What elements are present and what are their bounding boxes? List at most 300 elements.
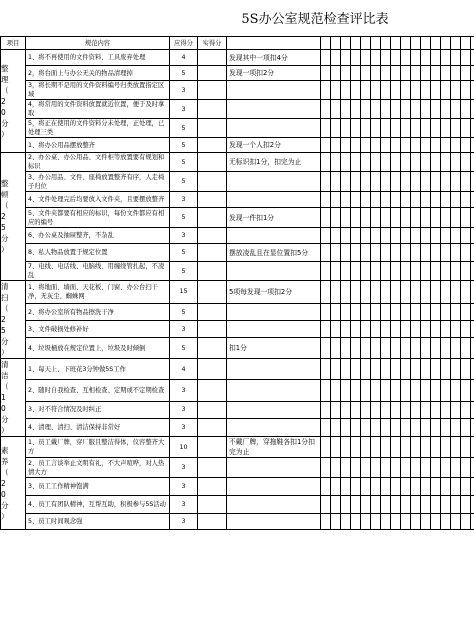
blank-check-cell[interactable] <box>341 321 351 338</box>
blank-check-cell[interactable] <box>391 81 401 100</box>
blank-check-cell[interactable] <box>411 138 421 153</box>
blank-check-cell[interactable] <box>331 192 341 208</box>
blank-check-cell[interactable] <box>391 437 401 458</box>
blank-check-cell[interactable] <box>381 208 391 228</box>
blank-check-cell[interactable] <box>401 303 411 320</box>
blank-check-cell[interactable] <box>401 458 411 478</box>
blank-check-cell[interactable] <box>341 380 351 401</box>
blank-check-cell[interactable] <box>451 192 461 208</box>
blank-check-cell[interactable] <box>431 172 441 192</box>
blank-check-cell[interactable] <box>361 514 371 530</box>
blank-check-cell[interactable] <box>421 437 431 458</box>
blank-check-cell[interactable] <box>341 458 351 478</box>
blank-check-cell[interactable] <box>431 281 441 304</box>
blank-check-cell[interactable] <box>361 192 371 208</box>
blank-check-cell[interactable] <box>421 228 431 244</box>
blank-check-cell[interactable] <box>381 303 391 320</box>
blank-check-cell[interactable] <box>391 138 401 153</box>
blank-check-cell[interactable] <box>431 138 441 153</box>
blank-check-cell[interactable] <box>371 244 381 262</box>
blank-check-cell[interactable] <box>371 281 381 304</box>
blank-check-cell[interactable] <box>341 100 351 119</box>
blank-check-cell[interactable] <box>371 380 381 401</box>
blank-check-cell[interactable] <box>331 419 341 437</box>
blank-check-cell[interactable] <box>331 281 341 304</box>
blank-check-cell[interactable] <box>351 514 361 530</box>
blank-check-cell[interactable] <box>411 281 421 304</box>
blank-check-cell[interactable] <box>381 192 391 208</box>
actual-score-cell[interactable] <box>198 81 227 100</box>
blank-check-cell[interactable] <box>381 458 391 478</box>
blank-check-cell[interactable] <box>321 262 331 281</box>
blank-check-cell[interactable] <box>441 437 451 458</box>
blank-check-cell[interactable] <box>471 419 474 437</box>
blank-check-cell[interactable] <box>471 50 474 66</box>
blank-check-cell[interactable] <box>321 401 331 419</box>
blank-check-cell[interactable] <box>381 262 391 281</box>
blank-check-cell[interactable] <box>411 172 421 192</box>
blank-check-cell[interactable] <box>451 66 461 81</box>
blank-check-cell[interactable] <box>361 281 371 304</box>
actual-score-cell[interactable] <box>198 380 227 401</box>
blank-check-cell[interactable] <box>371 401 381 419</box>
blank-check-cell[interactable] <box>451 153 461 172</box>
blank-check-cell[interactable] <box>341 359 351 380</box>
blank-check-cell[interactable] <box>451 380 461 401</box>
actual-score-cell[interactable] <box>198 50 227 66</box>
blank-check-cell[interactable] <box>431 66 441 81</box>
blank-check-cell[interactable] <box>361 478 371 496</box>
blank-check-cell[interactable] <box>421 321 431 338</box>
blank-check-cell[interactable] <box>321 419 331 437</box>
blank-check-cell[interactable] <box>461 338 471 359</box>
actual-score-cell[interactable] <box>198 228 227 244</box>
blank-check-cell[interactable] <box>321 100 331 119</box>
blank-check-cell[interactable] <box>451 338 461 359</box>
actual-score-cell[interactable] <box>198 138 227 153</box>
blank-check-cell[interactable] <box>431 228 441 244</box>
blank-check-cell[interactable] <box>431 478 441 496</box>
blank-check-cell[interactable] <box>391 172 401 192</box>
blank-check-cell[interactable] <box>391 208 401 228</box>
blank-check-cell[interactable] <box>341 192 351 208</box>
blank-check-cell[interactable] <box>381 100 391 119</box>
blank-check-cell[interactable] <box>421 119 431 138</box>
blank-check-cell[interactable] <box>391 321 401 338</box>
blank-check-cell[interactable] <box>411 119 421 138</box>
blank-check-cell[interactable] <box>341 303 351 320</box>
blank-check-cell[interactable] <box>401 172 411 192</box>
blank-check-cell[interactable] <box>461 380 471 401</box>
blank-check-cell[interactable] <box>461 66 471 81</box>
actual-score-cell[interactable] <box>198 303 227 320</box>
blank-check-cell[interactable] <box>401 208 411 228</box>
blank-check-cell[interactable] <box>351 50 361 66</box>
blank-check-cell[interactable] <box>421 338 431 359</box>
blank-check-cell[interactable] <box>421 244 431 262</box>
blank-check-cell[interactable] <box>401 437 411 458</box>
blank-check-cell[interactable] <box>471 262 474 281</box>
blank-check-cell[interactable] <box>421 208 431 228</box>
blank-check-cell[interactable] <box>391 228 401 244</box>
blank-check-cell[interactable] <box>451 303 461 320</box>
blank-check-cell[interactable] <box>431 380 441 401</box>
blank-check-cell[interactable] <box>381 50 391 66</box>
blank-check-cell[interactable] <box>331 138 341 153</box>
blank-check-cell[interactable] <box>461 437 471 458</box>
blank-check-cell[interactable] <box>441 228 451 244</box>
actual-score-cell[interactable] <box>198 338 227 359</box>
blank-check-cell[interactable] <box>381 419 391 437</box>
blank-check-cell[interactable] <box>361 100 371 119</box>
blank-check-cell[interactable] <box>441 66 451 81</box>
blank-check-cell[interactable] <box>381 321 391 338</box>
blank-check-cell[interactable] <box>331 228 341 244</box>
blank-check-cell[interactable] <box>331 478 341 496</box>
blank-check-cell[interactable] <box>381 514 391 530</box>
blank-check-cell[interactable] <box>381 338 391 359</box>
blank-check-cell[interactable] <box>451 359 461 380</box>
blank-check-cell[interactable] <box>471 100 474 119</box>
blank-check-cell[interactable] <box>411 401 421 419</box>
blank-check-cell[interactable] <box>401 153 411 172</box>
blank-check-cell[interactable] <box>371 119 381 138</box>
blank-check-cell[interactable] <box>331 380 341 401</box>
blank-check-cell[interactable] <box>441 496 451 514</box>
actual-score-cell[interactable] <box>198 262 227 281</box>
blank-check-cell[interactable] <box>441 281 451 304</box>
blank-check-cell[interactable] <box>431 514 441 530</box>
blank-check-cell[interactable] <box>441 50 451 66</box>
actual-score-cell[interactable] <box>198 281 227 304</box>
blank-check-cell[interactable] <box>321 496 331 514</box>
blank-check-cell[interactable] <box>441 172 451 192</box>
blank-check-cell[interactable] <box>351 153 361 172</box>
blank-check-cell[interactable] <box>321 138 331 153</box>
blank-check-cell[interactable] <box>431 496 441 514</box>
blank-check-cell[interactable] <box>381 478 391 496</box>
blank-check-cell[interactable] <box>471 66 474 81</box>
blank-check-cell[interactable] <box>401 359 411 380</box>
blank-check-cell[interactable] <box>411 380 421 401</box>
blank-check-cell[interactable] <box>321 192 331 208</box>
blank-check-cell[interactable] <box>391 359 401 380</box>
blank-check-cell[interactable] <box>371 138 381 153</box>
blank-check-cell[interactable] <box>441 303 451 320</box>
blank-check-cell[interactable] <box>451 458 461 478</box>
blank-check-cell[interactable] <box>431 401 441 419</box>
actual-score-cell[interactable] <box>198 419 227 437</box>
blank-check-cell[interactable] <box>321 119 331 138</box>
blank-check-cell[interactable] <box>401 192 411 208</box>
blank-check-cell[interactable] <box>421 153 431 172</box>
blank-check-cell[interactable] <box>351 66 361 81</box>
blank-check-cell[interactable] <box>461 192 471 208</box>
blank-check-cell[interactable] <box>321 338 331 359</box>
blank-check-cell[interactable] <box>401 321 411 338</box>
blank-check-cell[interactable] <box>341 119 351 138</box>
blank-check-cell[interactable] <box>451 100 461 119</box>
blank-check-cell[interactable] <box>441 138 451 153</box>
blank-check-cell[interactable] <box>321 380 331 401</box>
blank-check-cell[interactable] <box>331 66 341 81</box>
blank-check-cell[interactable] <box>351 208 361 228</box>
blank-check-cell[interactable] <box>381 359 391 380</box>
blank-check-cell[interactable] <box>391 303 401 320</box>
blank-check-cell[interactable] <box>351 172 361 192</box>
blank-check-cell[interactable] <box>341 153 351 172</box>
blank-check-cell[interactable] <box>391 496 401 514</box>
blank-check-cell[interactable] <box>341 478 351 496</box>
blank-check-cell[interactable] <box>361 496 371 514</box>
blank-check-cell[interactable] <box>381 153 391 172</box>
blank-check-cell[interactable] <box>421 458 431 478</box>
blank-check-cell[interactable] <box>411 262 421 281</box>
blank-check-cell[interactable] <box>331 437 341 458</box>
blank-check-cell[interactable] <box>341 496 351 514</box>
blank-check-cell[interactable] <box>321 458 331 478</box>
blank-check-cell[interactable] <box>321 437 331 458</box>
blank-check-cell[interactable] <box>421 66 431 81</box>
blank-check-cell[interactable] <box>461 228 471 244</box>
blank-check-cell[interactable] <box>341 514 351 530</box>
blank-check-cell[interactable] <box>471 138 474 153</box>
blank-check-cell[interactable] <box>351 262 361 281</box>
blank-check-cell[interactable] <box>401 228 411 244</box>
blank-check-cell[interactable] <box>341 228 351 244</box>
blank-check-cell[interactable] <box>431 119 441 138</box>
blank-check-cell[interactable] <box>331 208 341 228</box>
blank-check-cell[interactable] <box>371 100 381 119</box>
blank-check-cell[interactable] <box>371 228 381 244</box>
blank-check-cell[interactable] <box>321 228 331 244</box>
blank-check-cell[interactable] <box>451 138 461 153</box>
blank-check-cell[interactable] <box>401 380 411 401</box>
blank-check-cell[interactable] <box>461 303 471 320</box>
blank-check-cell[interactable] <box>451 119 461 138</box>
blank-check-cell[interactable] <box>361 359 371 380</box>
blank-check-cell[interactable] <box>471 514 474 530</box>
blank-check-cell[interactable] <box>451 228 461 244</box>
blank-check-cell[interactable] <box>421 262 431 281</box>
blank-check-cell[interactable] <box>461 153 471 172</box>
blank-check-cell[interactable] <box>401 66 411 81</box>
actual-score-cell[interactable] <box>198 496 227 514</box>
blank-check-cell[interactable] <box>341 66 351 81</box>
blank-check-cell[interactable] <box>461 244 471 262</box>
actual-score-cell[interactable] <box>198 66 227 81</box>
blank-check-cell[interactable] <box>391 100 401 119</box>
blank-check-cell[interactable] <box>391 50 401 66</box>
blank-check-cell[interactable] <box>391 262 401 281</box>
blank-check-cell[interactable] <box>371 192 381 208</box>
blank-check-cell[interactable] <box>381 496 391 514</box>
blank-check-cell[interactable] <box>401 138 411 153</box>
blank-check-cell[interactable] <box>431 50 441 66</box>
blank-check-cell[interactable] <box>471 380 474 401</box>
actual-score-cell[interactable] <box>198 192 227 208</box>
blank-check-cell[interactable] <box>361 138 371 153</box>
blank-check-cell[interactable] <box>411 478 421 496</box>
blank-check-cell[interactable] <box>401 81 411 100</box>
blank-check-cell[interactable] <box>441 359 451 380</box>
blank-check-cell[interactable] <box>411 192 421 208</box>
actual-score-cell[interactable] <box>198 208 227 228</box>
blank-check-cell[interactable] <box>461 478 471 496</box>
blank-check-cell[interactable] <box>451 172 461 192</box>
blank-check-cell[interactable] <box>321 50 331 66</box>
blank-check-cell[interactable] <box>461 81 471 100</box>
blank-check-cell[interactable] <box>331 458 341 478</box>
blank-check-cell[interactable] <box>381 437 391 458</box>
blank-check-cell[interactable] <box>441 244 451 262</box>
blank-check-cell[interactable] <box>471 496 474 514</box>
blank-check-cell[interactable] <box>371 359 381 380</box>
blank-check-cell[interactable] <box>331 338 341 359</box>
blank-check-cell[interactable] <box>341 81 351 100</box>
blank-check-cell[interactable] <box>381 119 391 138</box>
blank-check-cell[interactable] <box>351 192 361 208</box>
blank-check-cell[interactable] <box>461 262 471 281</box>
blank-check-cell[interactable] <box>351 100 361 119</box>
blank-check-cell[interactable] <box>431 81 441 100</box>
blank-check-cell[interactable] <box>341 172 351 192</box>
blank-check-cell[interactable] <box>361 303 371 320</box>
blank-check-cell[interactable] <box>411 303 421 320</box>
blank-check-cell[interactable] <box>431 303 441 320</box>
blank-check-cell[interactable] <box>341 244 351 262</box>
blank-check-cell[interactable] <box>351 228 361 244</box>
blank-check-cell[interactable] <box>431 208 441 228</box>
blank-check-cell[interactable] <box>341 208 351 228</box>
blank-check-cell[interactable] <box>371 153 381 172</box>
blank-check-cell[interactable] <box>411 437 421 458</box>
blank-check-cell[interactable] <box>391 192 401 208</box>
blank-check-cell[interactable] <box>351 81 361 100</box>
blank-check-cell[interactable] <box>391 338 401 359</box>
blank-check-cell[interactable] <box>371 81 381 100</box>
blank-check-cell[interactable] <box>441 478 451 496</box>
blank-check-cell[interactable] <box>431 419 441 437</box>
blank-check-cell[interactable] <box>371 478 381 496</box>
blank-check-cell[interactable] <box>361 66 371 81</box>
blank-check-cell[interactable] <box>351 458 361 478</box>
blank-check-cell[interactable] <box>471 478 474 496</box>
blank-check-cell[interactable] <box>461 100 471 119</box>
blank-check-cell[interactable] <box>321 359 331 380</box>
blank-check-cell[interactable] <box>371 321 381 338</box>
blank-check-cell[interactable] <box>461 50 471 66</box>
blank-check-cell[interactable] <box>471 303 474 320</box>
blank-check-cell[interactable] <box>471 119 474 138</box>
blank-check-cell[interactable] <box>381 380 391 401</box>
blank-check-cell[interactable] <box>361 119 371 138</box>
blank-check-cell[interactable] <box>461 359 471 380</box>
blank-check-cell[interactable] <box>441 119 451 138</box>
blank-check-cell[interactable] <box>321 208 331 228</box>
blank-check-cell[interactable] <box>441 192 451 208</box>
blank-check-cell[interactable] <box>411 153 421 172</box>
actual-score-cell[interactable] <box>198 514 227 530</box>
blank-check-cell[interactable] <box>421 401 431 419</box>
actual-score-cell[interactable] <box>198 119 227 138</box>
blank-check-cell[interactable] <box>421 100 431 119</box>
blank-check-cell[interactable] <box>371 66 381 81</box>
blank-check-cell[interactable] <box>381 244 391 262</box>
blank-check-cell[interactable] <box>391 458 401 478</box>
blank-check-cell[interactable] <box>341 419 351 437</box>
blank-check-cell[interactable] <box>461 496 471 514</box>
blank-check-cell[interactable] <box>331 321 341 338</box>
blank-check-cell[interactable] <box>371 514 381 530</box>
blank-check-cell[interactable] <box>361 380 371 401</box>
blank-check-cell[interactable] <box>351 380 361 401</box>
blank-check-cell[interactable] <box>471 81 474 100</box>
blank-check-cell[interactable] <box>411 338 421 359</box>
blank-check-cell[interactable] <box>471 153 474 172</box>
blank-check-cell[interactable] <box>391 66 401 81</box>
blank-check-cell[interactable] <box>391 419 401 437</box>
blank-check-cell[interactable] <box>341 437 351 458</box>
blank-check-cell[interactable] <box>331 172 341 192</box>
blank-check-cell[interactable] <box>441 401 451 419</box>
blank-check-cell[interactable] <box>391 401 401 419</box>
blank-check-cell[interactable] <box>431 153 441 172</box>
blank-check-cell[interactable] <box>441 458 451 478</box>
blank-check-cell[interactable] <box>361 338 371 359</box>
blank-check-cell[interactable] <box>371 437 381 458</box>
blank-check-cell[interactable] <box>471 458 474 478</box>
blank-check-cell[interactable] <box>401 338 411 359</box>
blank-check-cell[interactable] <box>331 262 341 281</box>
blank-check-cell[interactable] <box>411 228 421 244</box>
blank-check-cell[interactable] <box>321 172 331 192</box>
blank-check-cell[interactable] <box>351 303 361 320</box>
blank-check-cell[interactable] <box>451 208 461 228</box>
blank-check-cell[interactable] <box>461 138 471 153</box>
blank-check-cell[interactable] <box>321 514 331 530</box>
blank-check-cell[interactable] <box>321 281 331 304</box>
blank-check-cell[interactable] <box>371 262 381 281</box>
actual-score-cell[interactable] <box>198 401 227 419</box>
blank-check-cell[interactable] <box>421 514 431 530</box>
blank-check-cell[interactable] <box>341 281 351 304</box>
blank-check-cell[interactable] <box>451 281 461 304</box>
blank-check-cell[interactable] <box>381 138 391 153</box>
blank-check-cell[interactable] <box>361 153 371 172</box>
blank-check-cell[interactable] <box>421 496 431 514</box>
blank-check-cell[interactable] <box>411 359 421 380</box>
blank-check-cell[interactable] <box>391 153 401 172</box>
blank-check-cell[interactable] <box>331 303 341 320</box>
blank-check-cell[interactable] <box>431 359 441 380</box>
blank-check-cell[interactable] <box>471 338 474 359</box>
blank-check-cell[interactable] <box>421 50 431 66</box>
blank-check-cell[interactable] <box>361 419 371 437</box>
actual-score-cell[interactable] <box>198 172 227 192</box>
blank-check-cell[interactable] <box>471 228 474 244</box>
blank-check-cell[interactable] <box>441 514 451 530</box>
blank-check-cell[interactable] <box>331 50 341 66</box>
blank-check-cell[interactable] <box>361 321 371 338</box>
blank-check-cell[interactable] <box>431 437 441 458</box>
blank-check-cell[interactable] <box>461 208 471 228</box>
blank-check-cell[interactable] <box>351 321 361 338</box>
blank-check-cell[interactable] <box>331 359 341 380</box>
blank-check-cell[interactable] <box>351 138 361 153</box>
blank-check-cell[interactable] <box>361 262 371 281</box>
blank-check-cell[interactable] <box>331 100 341 119</box>
